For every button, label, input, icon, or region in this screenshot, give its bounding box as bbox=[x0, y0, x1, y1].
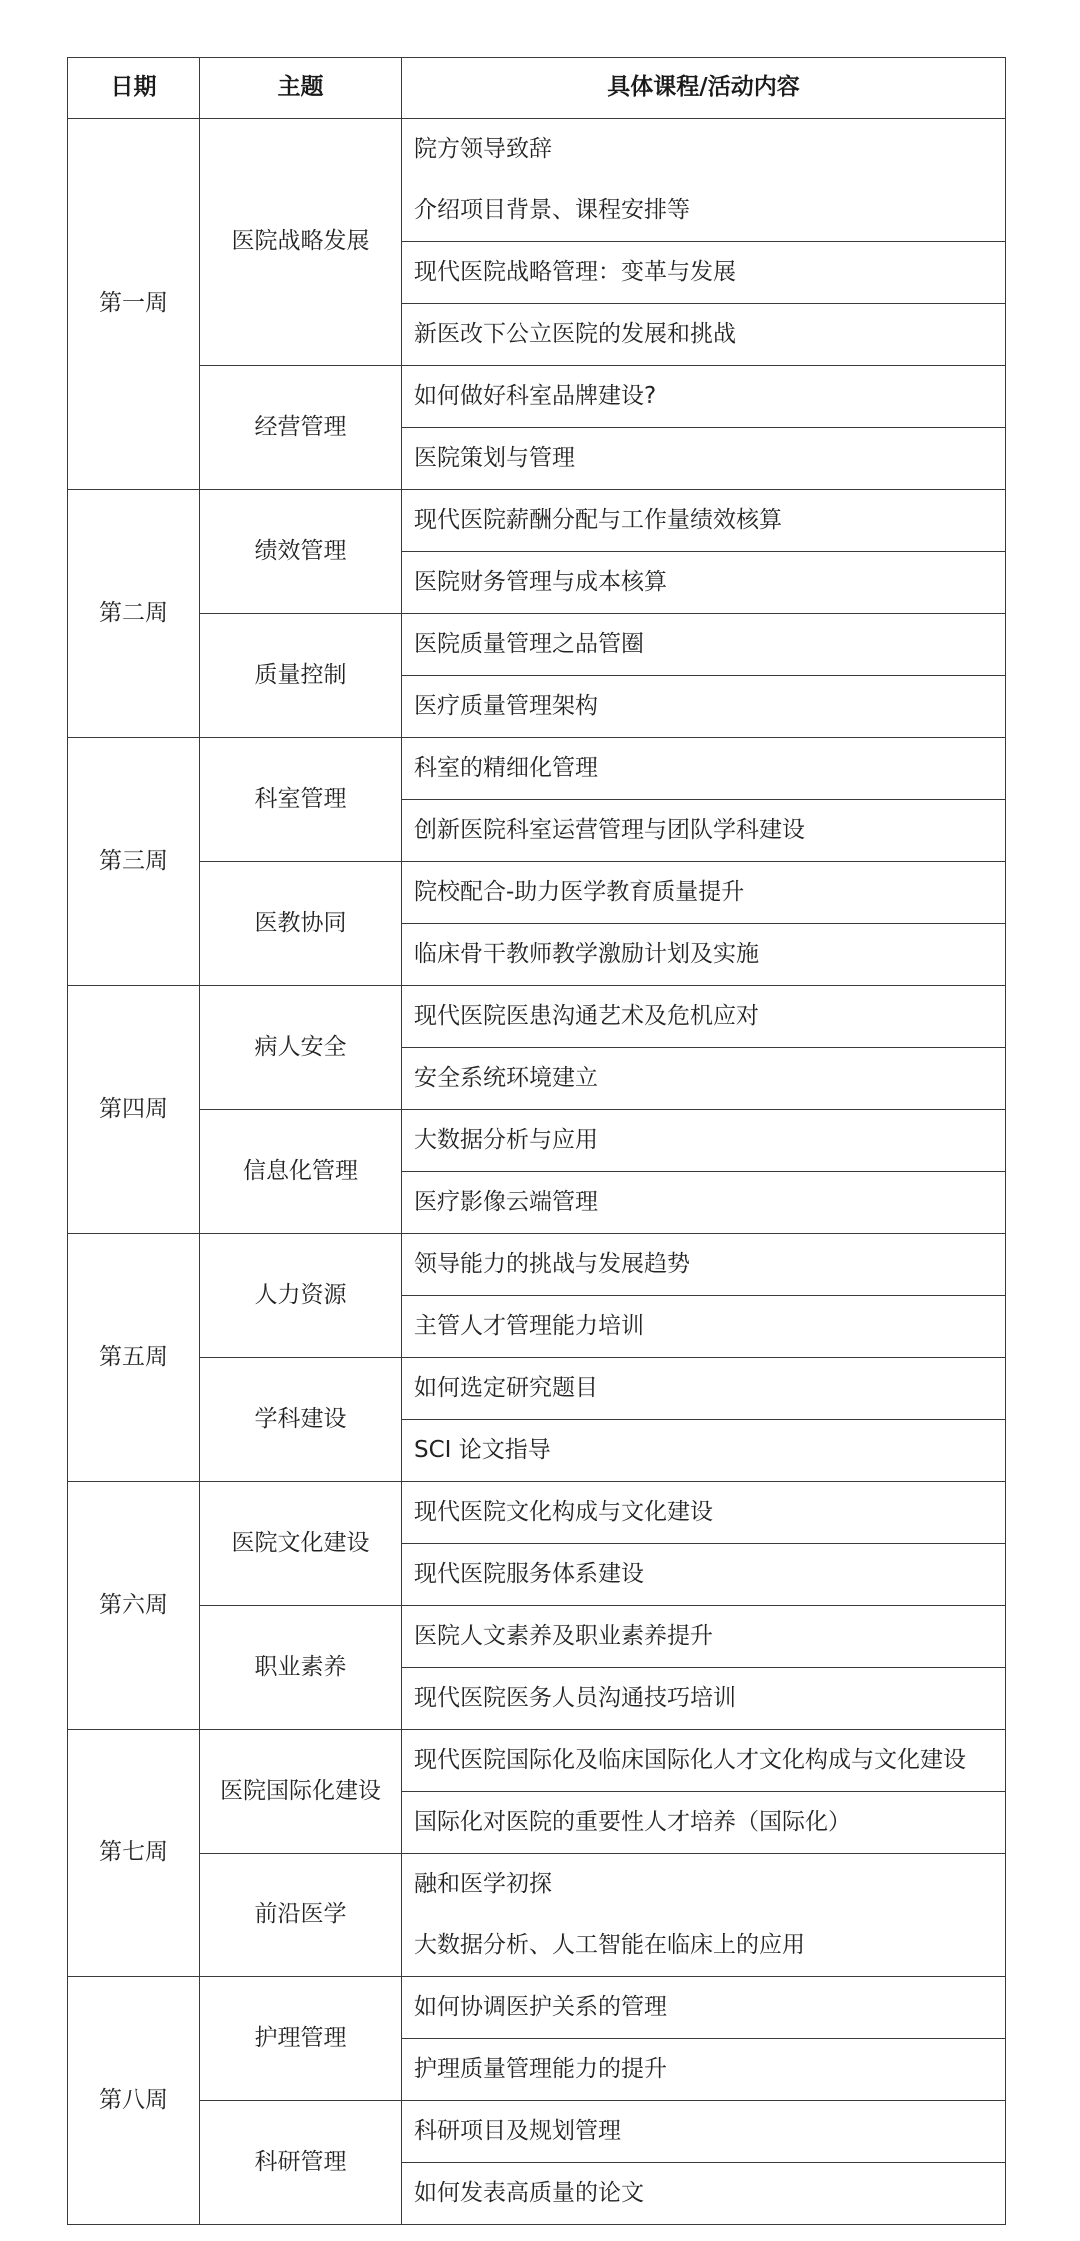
topic-cell: 医教协同 bbox=[200, 862, 402, 986]
content-cell: 科室的精细化管理 bbox=[402, 738, 1006, 800]
topic-cell: 信息化管理 bbox=[200, 1110, 402, 1234]
week-cell: 第四周 bbox=[68, 986, 200, 1234]
content-cell: 院方领导致辞 bbox=[402, 119, 1006, 181]
content-cell: 现代医院薪酬分配与工作量绩效核算 bbox=[402, 490, 1006, 552]
header-date: 日期 bbox=[68, 58, 200, 119]
table-row bbox=[68, 1358, 1006, 1420]
table-row bbox=[68, 366, 1006, 428]
table-row bbox=[68, 1730, 1006, 1792]
content-cell: 如何协调医护关系的管理 bbox=[402, 1977, 1006, 2039]
content-cell: 介绍项目背景、课程安排等 bbox=[402, 180, 1006, 242]
table-row bbox=[68, 986, 1006, 1048]
week-cell: 第二周 bbox=[68, 490, 200, 738]
topic-cell: 医院文化建设 bbox=[200, 1482, 402, 1606]
table-row bbox=[68, 738, 1006, 800]
content-cell: 现代医院战略管理：变革与发展 bbox=[402, 242, 1006, 304]
table-row bbox=[68, 1482, 1006, 1544]
content-cell: 现代医院文化构成与文化建设 bbox=[402, 1482, 1006, 1544]
table-row bbox=[68, 1234, 1006, 1296]
topic-cell: 职业素养 bbox=[200, 1606, 402, 1730]
content-cell: 医院策划与管理 bbox=[402, 428, 1006, 490]
content-cell: 现代医院医务人员沟通技巧培训 bbox=[402, 1668, 1006, 1730]
week-cell: 第五周 bbox=[68, 1234, 200, 1482]
week-cell: 第六周 bbox=[68, 1482, 200, 1730]
content-cell: 国际化对医院的重要性人才培养（国际化） bbox=[402, 1792, 1006, 1854]
content-cell: 如何做好科室品牌建设? bbox=[402, 366, 1006, 428]
content-cell: 医院人文素养及职业素养提升 bbox=[402, 1606, 1006, 1668]
topic-cell: 绩效管理 bbox=[200, 490, 402, 614]
content-cell: 医院质量管理之品管圈 bbox=[402, 614, 1006, 676]
header-content: 具体课程/活动内容 bbox=[402, 58, 1006, 119]
topic-cell: 学科建设 bbox=[200, 1358, 402, 1482]
table-row bbox=[68, 614, 1006, 676]
content-cell: 科研项目及规划管理 bbox=[402, 2101, 1006, 2163]
content-cell: 创新医院科室运营管理与团队学科建设 bbox=[402, 800, 1006, 862]
table-row bbox=[68, 119, 1006, 181]
content-cell: 医疗影像云端管理 bbox=[402, 1172, 1006, 1234]
header-row bbox=[68, 58, 1006, 119]
content-cell: 院校配合-助力医学教育质量提升 bbox=[402, 862, 1006, 924]
content-cell: 领导能力的挑战与发展趋势 bbox=[402, 1234, 1006, 1296]
table-row bbox=[68, 2101, 1006, 2163]
content-cell: 大数据分析、人工智能在临床上的应用 bbox=[402, 1915, 1006, 1977]
table-row bbox=[68, 862, 1006, 924]
content-cell: SCI 论文指导 bbox=[402, 1420, 1006, 1482]
topic-cell: 人力资源 bbox=[200, 1234, 402, 1358]
topic-cell: 科室管理 bbox=[200, 738, 402, 862]
topic-cell: 前沿医学 bbox=[200, 1854, 402, 1977]
content-cell: 医疗质量管理架构 bbox=[402, 676, 1006, 738]
week-cell: 第七周 bbox=[68, 1730, 200, 1977]
content-cell: 医院财务管理与成本核算 bbox=[402, 552, 1006, 614]
header-topic: 主题 bbox=[200, 58, 402, 119]
topic-cell: 医院战略发展 bbox=[200, 119, 402, 366]
topic-cell: 病人安全 bbox=[200, 986, 402, 1110]
topic-cell: 质量控制 bbox=[200, 614, 402, 738]
content-cell: 融和医学初探 bbox=[402, 1854, 1006, 1916]
content-cell: 安全系统环境建立 bbox=[402, 1048, 1006, 1110]
content-cell: 护理质量管理能力的提升 bbox=[402, 2039, 1006, 2101]
content-cell: 主管人才管理能力培训 bbox=[402, 1296, 1006, 1358]
content-cell: 现代医院服务体系建设 bbox=[402, 1544, 1006, 1606]
content-cell: 临床骨干教师教学激励计划及实施 bbox=[402, 924, 1006, 986]
content-cell: 如何选定研究题目 bbox=[402, 1358, 1006, 1420]
content-cell: 如何发表高质量的论文 bbox=[402, 2163, 1006, 2225]
week-cell: 第三周 bbox=[68, 738, 200, 986]
content-cell: 大数据分析与应用 bbox=[402, 1110, 1006, 1172]
content-cell: 现代医院医患沟通艺术及危机应对 bbox=[402, 986, 1006, 1048]
topic-cell: 医院国际化建设 bbox=[200, 1730, 402, 1854]
topic-cell: 经营管理 bbox=[200, 366, 402, 490]
table-row bbox=[68, 1110, 1006, 1172]
table-row bbox=[68, 490, 1006, 552]
table-row bbox=[68, 1606, 1006, 1668]
content-cell: 新医改下公立医院的发展和挑战 bbox=[402, 304, 1006, 366]
table-row bbox=[68, 1977, 1006, 2039]
week-cell: 第一周 bbox=[68, 119, 200, 490]
topic-cell: 科研管理 bbox=[200, 2101, 402, 2225]
course-schedule-table bbox=[67, 57, 1006, 2225]
topic-cell: 护理管理 bbox=[200, 1977, 402, 2101]
content-cell: 现代医院国际化及临床国际化人才文化构成与文化建设 bbox=[402, 1730, 1006, 1792]
week-cell: 第八周 bbox=[68, 1977, 200, 2225]
table-row bbox=[68, 1854, 1006, 1916]
